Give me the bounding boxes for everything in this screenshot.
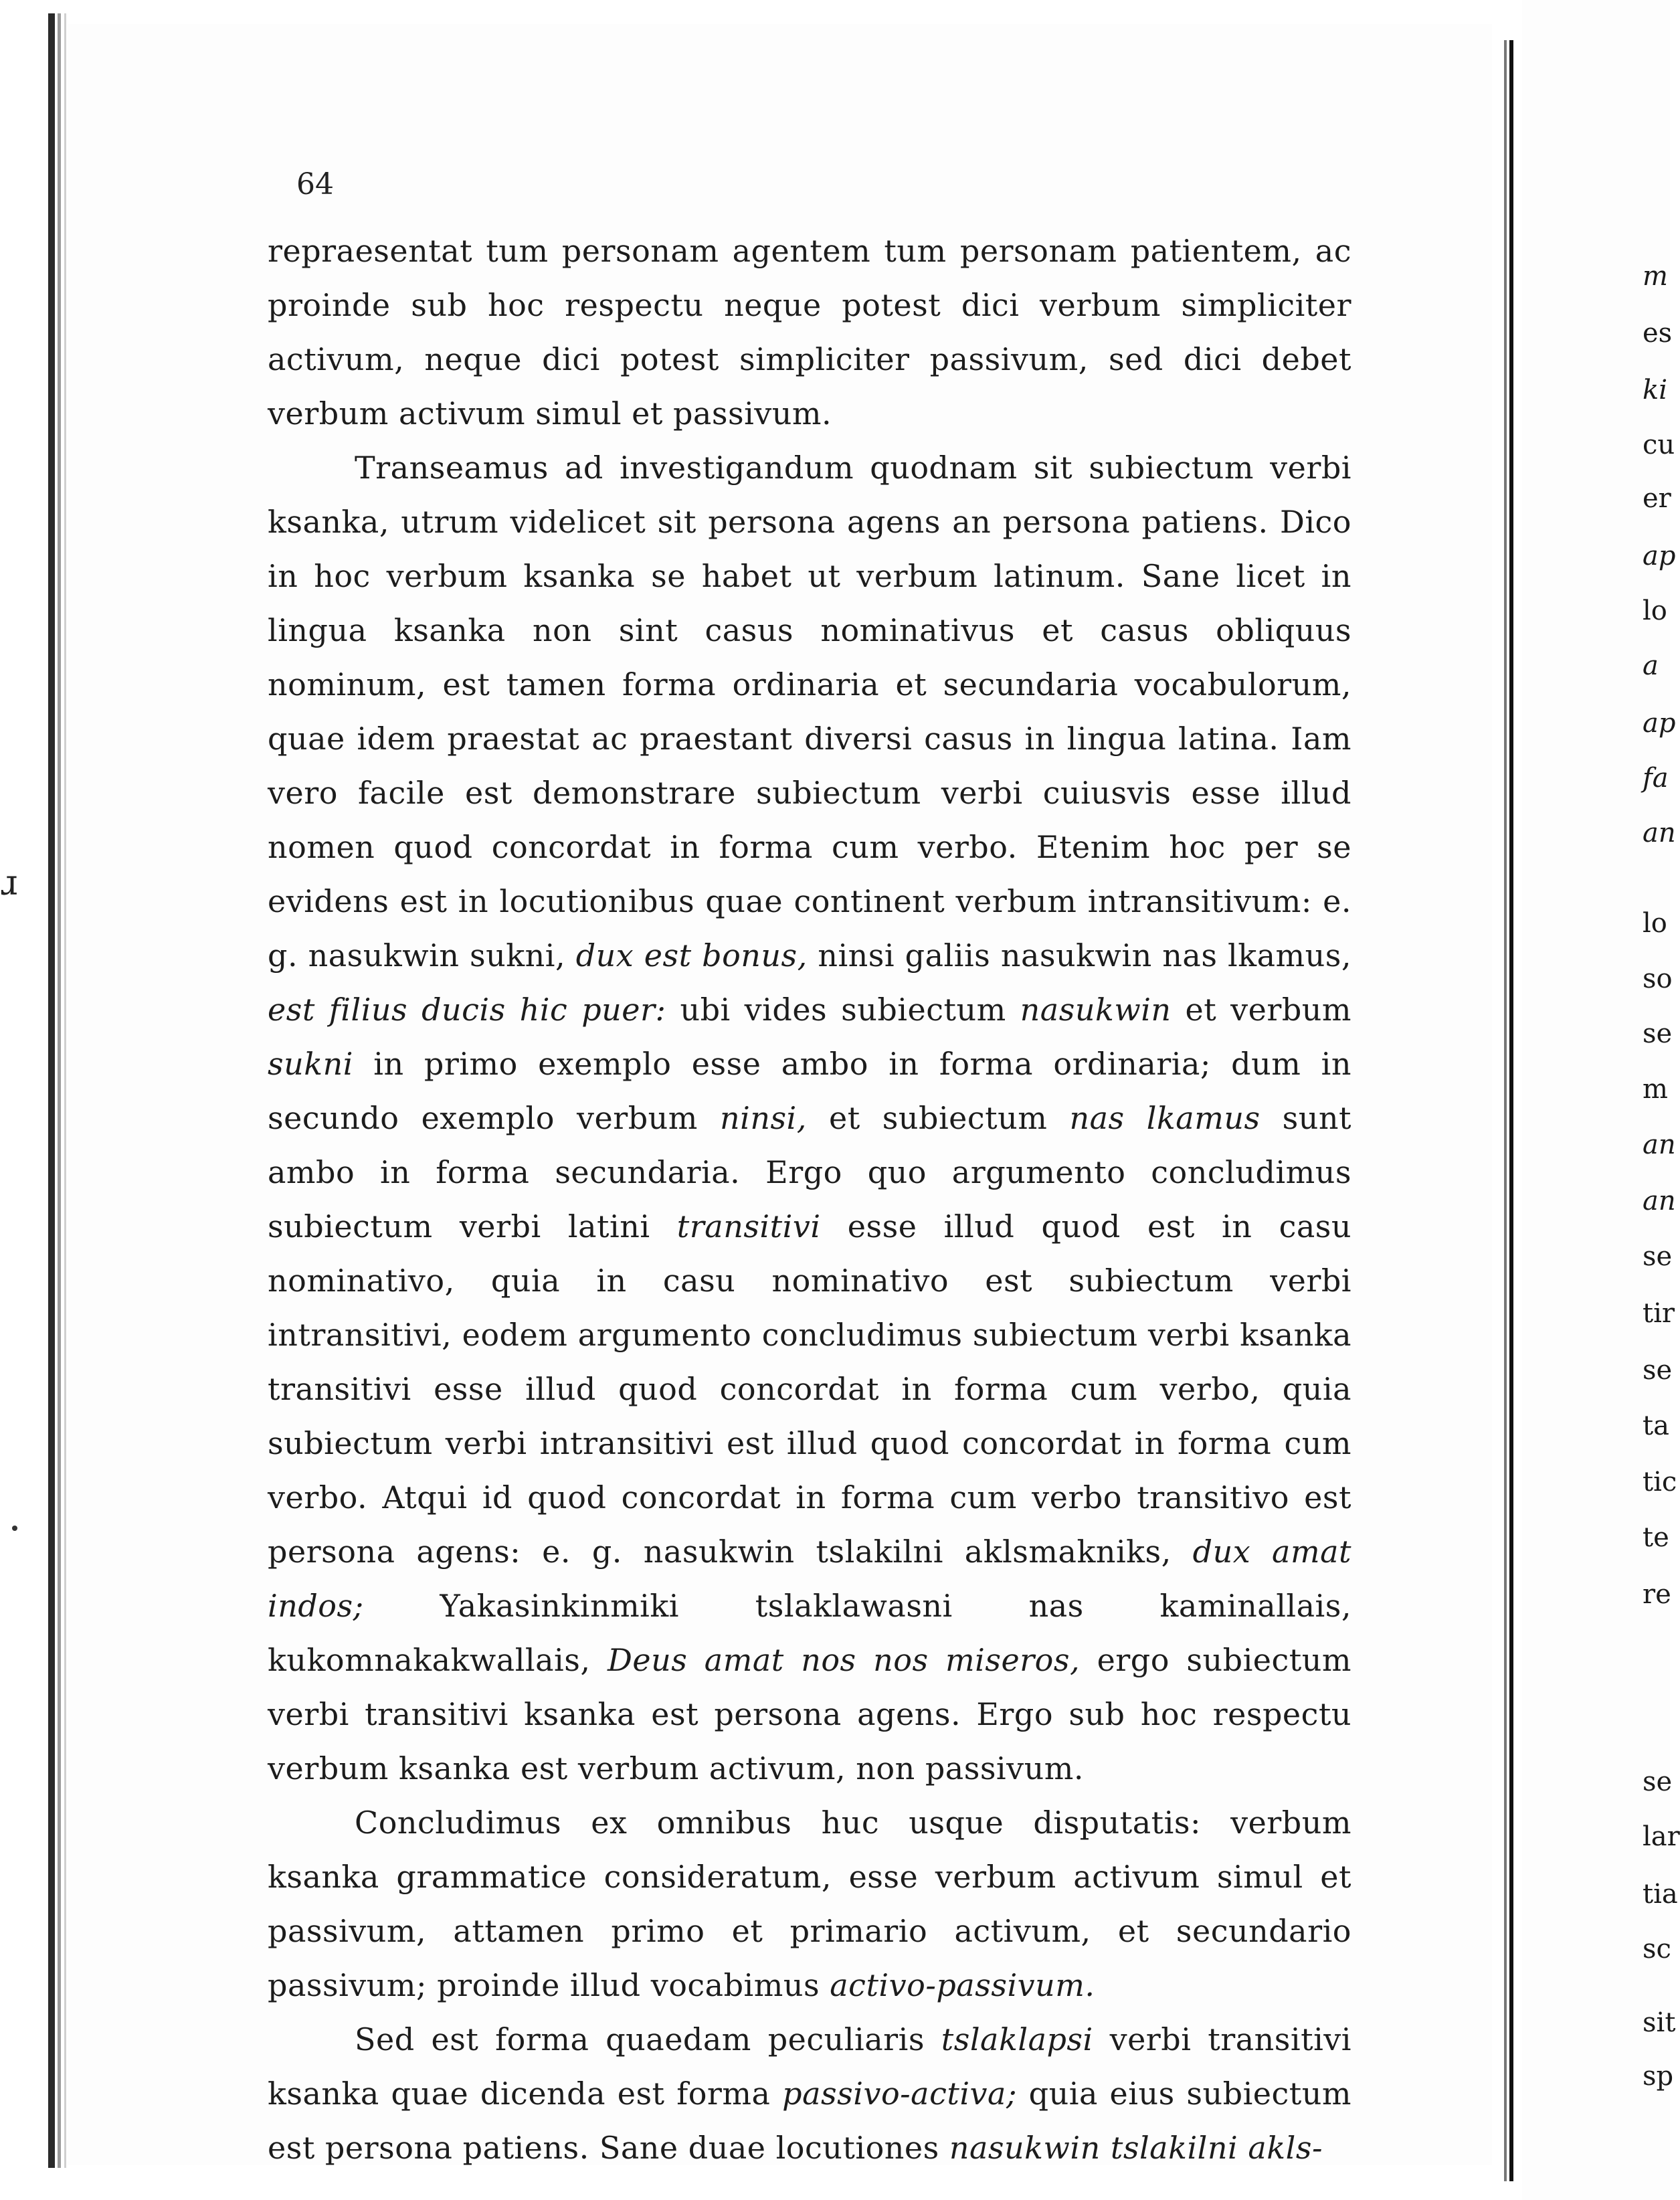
italic-text: tslaklapsi: [941, 2021, 1093, 2057]
facing-page-fragment: ta: [1643, 1410, 1669, 1441]
facing-page-fragment: an: [1643, 818, 1676, 848]
text-run: ubi vides subiectum: [666, 992, 1020, 1028]
paragraph: [268, 224, 1351, 441]
facing-page-fragment: te: [1643, 1522, 1669, 1553]
facing-page-fragment: es: [1643, 318, 1673, 349]
italic-text: nasukwin: [1020, 992, 1172, 1028]
facing-page-fragment: lo: [1643, 908, 1667, 939]
page-number: 64: [296, 167, 334, 201]
text-run: verbi transitivi ksanka quae dicenda est forma: [268, 2021, 1351, 2112]
facing-page-fragment: a: [1643, 650, 1659, 681]
facing-page-fragment: m: [1643, 261, 1668, 292]
italic-text: dux est bonus,: [575, 937, 808, 974]
scan-artifact-dot: [12, 1526, 17, 1531]
book-gutter: [1509, 40, 1513, 2181]
text-run: Sed est forma quaedam peculiaris: [355, 2021, 941, 2057]
facing-page-fragment: ap: [1643, 708, 1676, 739]
italic-text: dux amat indos;: [268, 1534, 1352, 1624]
facing-page-fragment: lo: [1643, 595, 1667, 626]
facing-page-fragment: fa: [1643, 763, 1669, 794]
facing-page-fragment: sc: [1643, 1934, 1671, 1964]
italic-text: Deus amat nos nos miseros,: [607, 1642, 1081, 1678]
facing-page-fragment: sit: [1643, 2007, 1676, 2038]
text-run: ninsi galiis nasukwin nas lkamus,: [807, 937, 1351, 974]
text-run: in primo exemplo esse ambo in forma ordinaria; dum in secundo exemplo verbum: [268, 1046, 1351, 1136]
italic-text: transitivi: [676, 1208, 821, 1245]
facing-page-fragment: er: [1643, 483, 1671, 514]
italic-text: nas lkamus: [1069, 1100, 1261, 1136]
facing-page-fragment: tir: [1643, 1298, 1675, 1329]
scan-artifact-mark: ɹ: [0, 863, 18, 903]
page-edge-shadow: [48, 13, 55, 2168]
facing-page-fragment: tic: [1643, 1467, 1677, 1497]
italic-text: passivo-activa;: [782, 2076, 1017, 2112]
facing-page-fragment: se: [1643, 1241, 1673, 1272]
facing-page-fragment: se: [1643, 1355, 1673, 1386]
facing-page-fragment: an: [1643, 1186, 1676, 1216]
italic-text: sukni: [268, 1046, 353, 1082]
text-run: Concludimus ex omnibus huc usque disputatis: verbum ksanka grammatice consideratum, esse verbum activum simul et passivum, attamen primo et primario activum, et secundario passivum; proinde illud vocabimus: [268, 1805, 1351, 2003]
book-gutter-shadow: [1504, 40, 1507, 2181]
page-body-text: [268, 224, 1351, 2175]
facing-page-fragment: se: [1643, 1018, 1673, 1049]
paragraph: [268, 2013, 1351, 2175]
page-edge-shadow: [64, 13, 66, 2168]
text-run: Transeamus ad investigandum quodnam sit subiectum verbi ksanka, utrum videlicet sit persona agens an persona patiens. Dico in hoc verbum ksanka se habet ut verbum latinum. Sane licet in lingua ksanka non sint casus nominativus et casus obliquus nominum, est tamen forma ordinaria et secundaria vocabulorum, quae idem praestat ac praestant diversi casus in lingua latina. Iam vero facile est demonstrare subiectum verbi cuiusvis esse illud nomen quod concordat in forma cum verbo. Etenim hoc per se evidens est in locutionibus quae continent verbum intransitivum: e. g. nasukwin sukni,: [268, 450, 1351, 974]
facing-page-fragment: tia: [1643, 1879, 1678, 1910]
text-run: sunt ambo in forma secundaria. Ergo quo argumento concludimus subiectum verbi latini: [268, 1100, 1351, 1245]
italic-text: est filius ducis hic puer:: [268, 992, 666, 1028]
text-run: et verbum: [1171, 992, 1352, 1028]
paragraph: [268, 441, 1351, 1796]
text-run: repraesentat tum personam agentem tum personam patientem, ac proinde sub hoc respectu neque potest dici verbum simpliciter activum, neque dici potest simpliciter passivum, sed dici debet verbum activum simul et passivum.: [268, 233, 1351, 432]
facing-page-fragment: an: [1643, 1129, 1676, 1160]
facing-page-fragment: sp: [1643, 2061, 1674, 2092]
text-run: Yakasinkinmiki tslaklawasni nas kaminallais, kukomnakakwallais,: [268, 1588, 1351, 1678]
italic-text: nasukwin tslakilni akls-: [949, 2130, 1323, 2166]
text-run: esse illud quod est in casu nominativo, quia in casu nominativo est subiectum verbi intransitivi, eodem argumento concludimus subiectum verbi ksanka transitivi esse illud quod concordat in forma cum verbo, quia subiectum verbi intransitivi est illud quod concordat in forma cum verbo. Atqui id quod concordat in forma cum verbo transitivo est persona agens: e. g. nasukwin tslakilni aklsmakniks,: [268, 1208, 1351, 1570]
facing-page-fragment: ki: [1643, 375, 1668, 405]
text-run: quia eius subiectum est persona patiens. Sane duae locutiones: [268, 2076, 1351, 2166]
italic-text: ninsi,: [719, 1100, 807, 1136]
scan-left-margin: [0, 0, 47, 2200]
text-run: et subiectum: [806, 1100, 1070, 1136]
paragraph: [268, 1796, 1351, 2013]
facing-page-fragment: ap: [1643, 541, 1676, 571]
italic-text: activo-passivum.: [830, 1967, 1095, 2003]
facing-page-fragment: m: [1643, 1074, 1668, 1105]
facing-page-fragment: re: [1643, 1579, 1671, 1610]
facing-page-fragment: se: [1643, 1766, 1673, 1797]
facing-page-fragment: so: [1643, 964, 1673, 994]
facing-page-fragment: lar: [1643, 1821, 1680, 1852]
text-run: ergo subiectum verbi transitivi ksanka est persona agens. Ergo sub hoc respectu verbum ksanka est verbum activum, non passivum.: [268, 1642, 1351, 1786]
page-edge-shadow: [58, 13, 61, 2168]
facing-page-fragment: cu: [1643, 430, 1675, 460]
